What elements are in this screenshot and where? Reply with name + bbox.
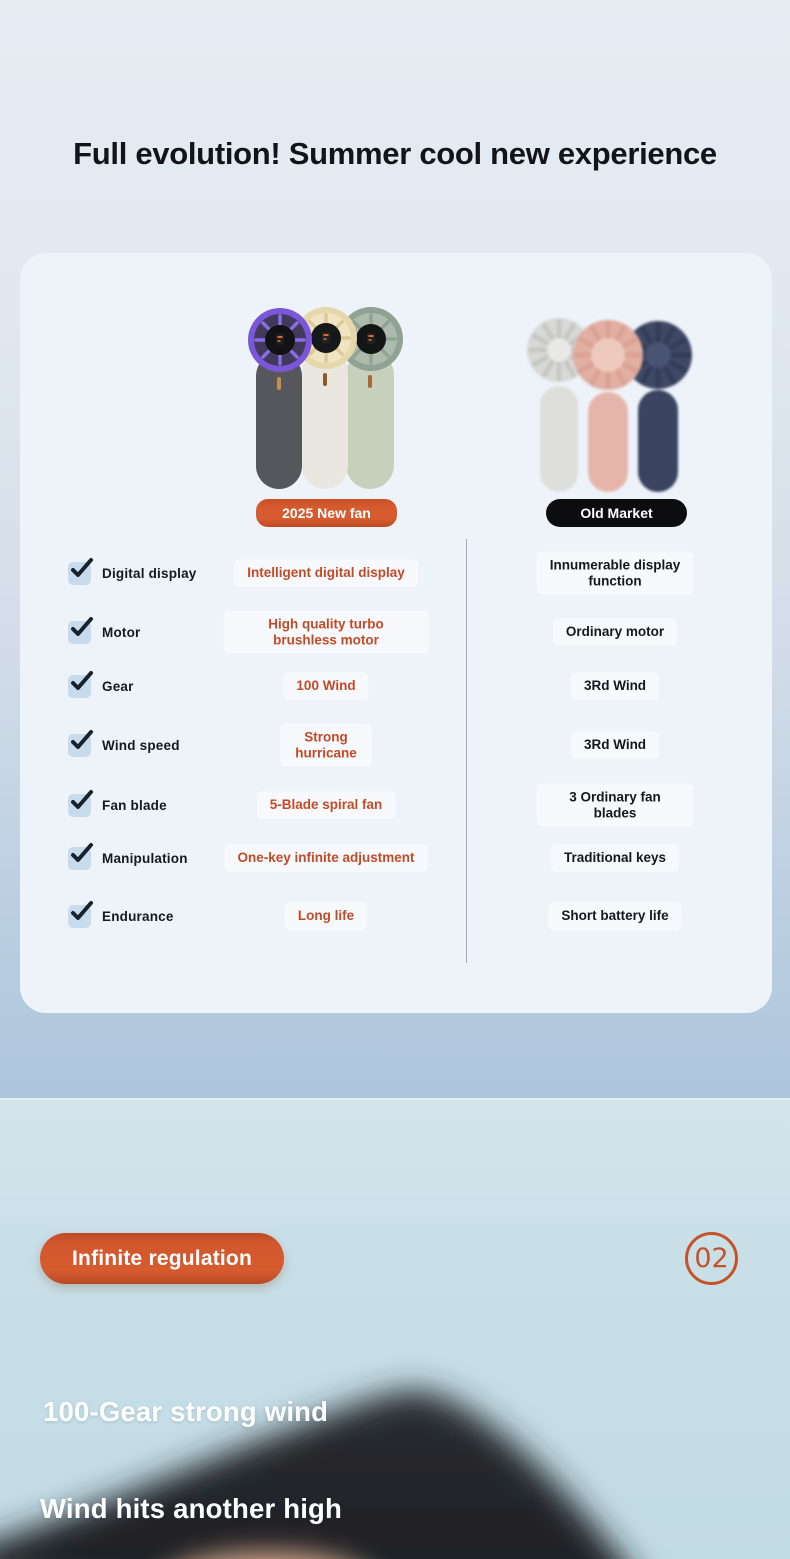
person-photo-background [0, 1100, 790, 1559]
old-value: Ordinary motor [553, 618, 677, 646]
feature-cell [68, 783, 167, 827]
new-value: One-key infinite adjustment [224, 844, 427, 872]
feature-label: Manipulation [102, 850, 188, 866]
old-value: Traditional keys [551, 844, 679, 872]
table-row [20, 836, 772, 880]
check-icon [68, 562, 91, 585]
check-icon [68, 675, 91, 698]
new-value: 5-Blade spiral fan [257, 791, 396, 819]
infinite-regulation-button: Infinite regulation [40, 1233, 284, 1284]
headline-wind-high: Wind hits another high [40, 1493, 343, 1524]
check-icon [68, 905, 91, 928]
feature-label: Motor [102, 624, 141, 640]
old-value: 3Rd Wind [571, 731, 659, 759]
old-value: Short battery life [548, 902, 681, 930]
old-market-badge: Old Market [546, 499, 687, 527]
feature-label: Digital display [102, 565, 197, 581]
feature-label: Endurance [102, 908, 174, 924]
new-value: Strong hurricane [280, 723, 372, 766]
feature-label: Fan blade [102, 797, 167, 813]
old-value: Innumerable display function [537, 551, 694, 594]
table-row [20, 723, 772, 767]
step-number-badge: 02 [685, 1232, 738, 1285]
headline-strong-wind: 100-Gear strong wind [43, 1396, 329, 1427]
check-icon [68, 847, 91, 870]
feature-cell [68, 610, 141, 654]
feature-cell [68, 664, 134, 708]
check-icon [68, 794, 91, 817]
feature-label: Wind speed [102, 737, 180, 753]
new-value: Long life [285, 902, 367, 930]
feature-label: Gear [102, 678, 134, 694]
feature-cell [68, 894, 174, 938]
table-row [20, 610, 772, 654]
old-fans-image [512, 298, 712, 494]
new-value: Intelligent digital display [234, 559, 418, 587]
check-icon [68, 734, 91, 757]
table-row [20, 894, 772, 938]
table-row [20, 783, 772, 827]
new-value: High quality turbo brushless motor [224, 610, 429, 653]
old-value: 3Rd Wind [571, 672, 659, 700]
check-icon [68, 621, 91, 644]
new-value: 100 Wind [283, 672, 368, 700]
feature-cell [68, 551, 197, 595]
table-row [20, 551, 772, 595]
lower-photo-section [0, 1098, 790, 1559]
old-value: 3 Ordinary fan blades [537, 783, 694, 826]
comparison-card [20, 253, 772, 1013]
new-fans-image [228, 295, 424, 495]
feature-cell [68, 836, 188, 880]
new-fan-badge: 2025 New fan [256, 499, 397, 527]
page-title: Full evolution! Summer cool new experience [73, 136, 717, 171]
feature-cell [68, 723, 180, 767]
table-row [20, 664, 772, 708]
